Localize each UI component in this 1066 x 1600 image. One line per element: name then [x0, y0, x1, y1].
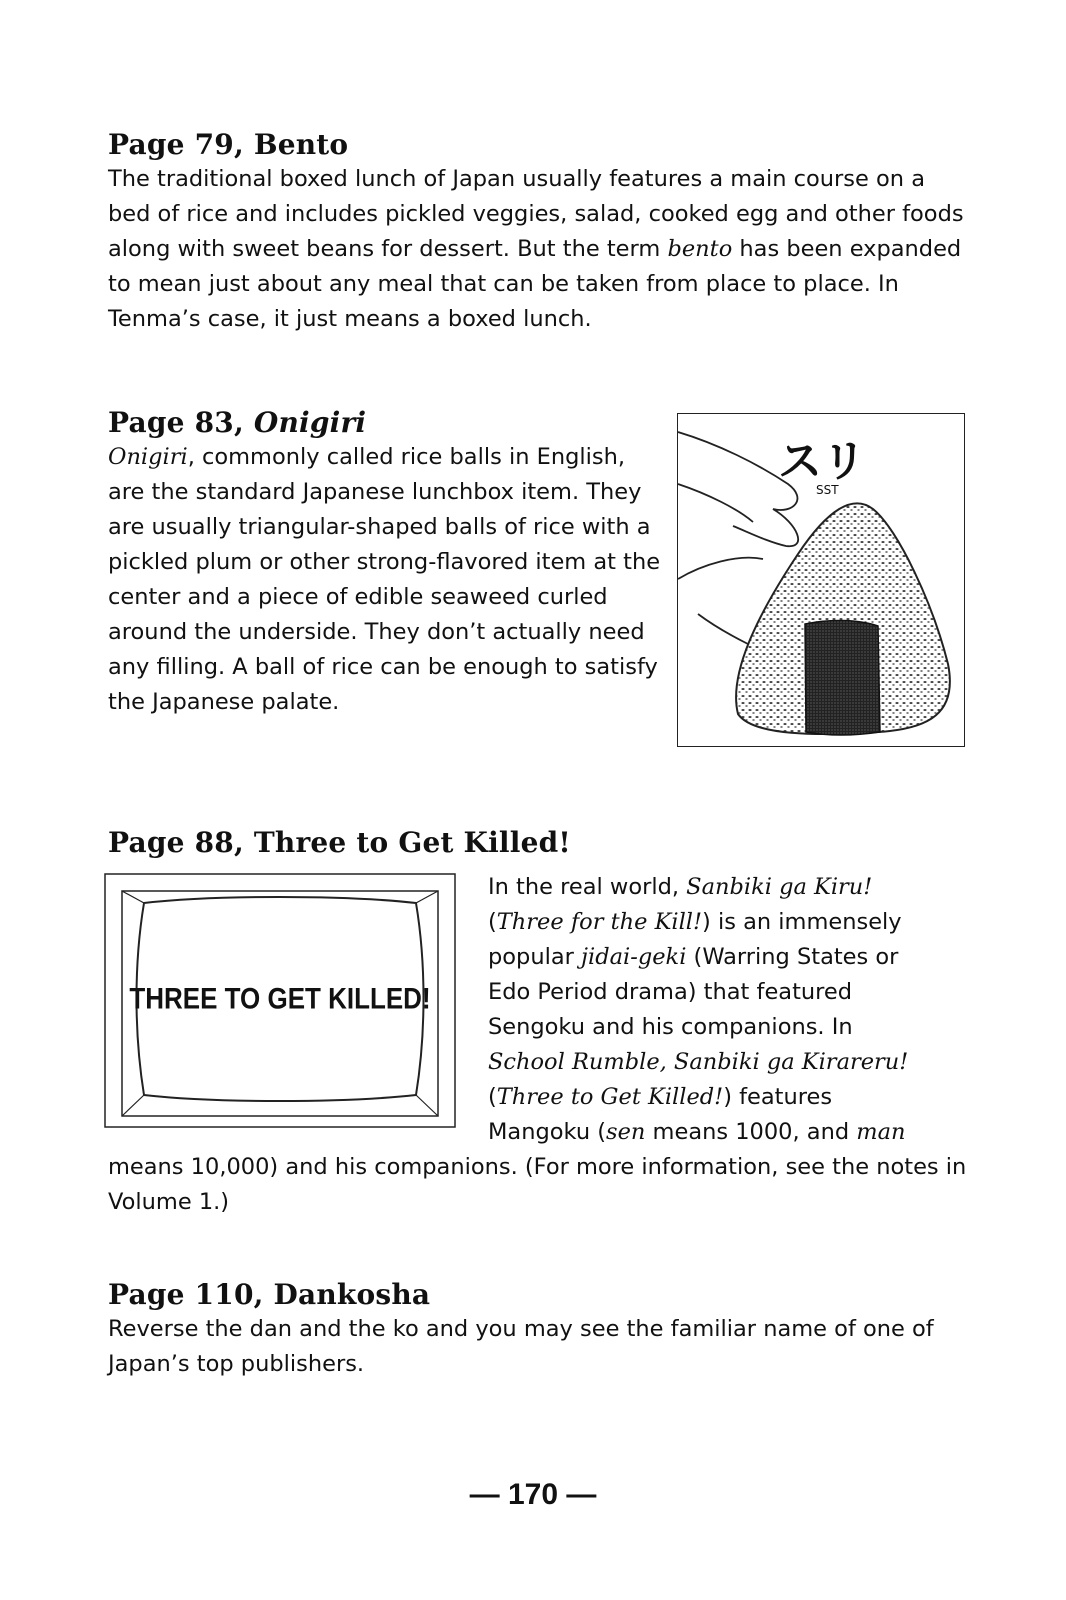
- paragraph-onigiri: [108, 440, 668, 720]
- bento-term: bento: [667, 236, 733, 262]
- nori-seaweed: [805, 620, 880, 735]
- onigiri-illustration: [677, 413, 965, 747]
- heading-dankosha: Page 110, Dankosha: [108, 1278, 431, 1311]
- bento-text-2: has been expanded to mean just about any meal that can be taken from place to place. In Tenma’s case, it just means a boxed lunch.: [108, 236, 962, 332]
- three-line-7-ital: Three to Get Killed!: [496, 1084, 724, 1110]
- paragraph-bento: [108, 162, 968, 337]
- three-line-3-a: popular: [488, 944, 582, 970]
- heading-bento: Page 79, Bento: [108, 128, 349, 161]
- three-line-2-ital: Three for the Kill!: [496, 909, 703, 935]
- three-line-7-a: (: [488, 1084, 497, 1110]
- tv-drawing: [104, 873, 456, 1128]
- three-line-8-ital2: man: [856, 1119, 906, 1145]
- hand-line-2: [678, 558, 763, 579]
- tv-illustration: [104, 873, 456, 1128]
- three-line-6-ital: School Rumble, Sanbiki ga Kirareru!: [488, 1049, 909, 1075]
- heading-three: Page 88, Three to Get Killed!: [108, 826, 571, 859]
- three-line-2-b: ) is an immensely: [702, 909, 902, 935]
- three-line-8: [488, 1115, 968, 1150]
- sfx-main: スリ: [778, 436, 866, 487]
- three-line-3-b: (Warring States or: [686, 944, 899, 970]
- section-dankosha: [108, 1278, 968, 1382]
- hand-line-1: [678, 484, 753, 522]
- three-line-8-b: means 1000, and: [645, 1119, 857, 1145]
- page-number: — 170 —: [469, 1478, 597, 1511]
- three-line-7-b: ) features: [723, 1084, 833, 1110]
- three-line-7: [488, 1080, 968, 1115]
- onigiri-drawing: [678, 414, 965, 747]
- heading-onigiri-term: Onigiri: [253, 406, 367, 439]
- sfx-translation: SST: [816, 483, 839, 497]
- onigiri-text: , commonly called rice balls in English, are the standard Japanese lunchbox item. They are usually triangular-shaped balls of rice with a pickled plum or other strong-flavored item at the center and a piece of edible seaweed curled around the underside. They don’t actually need any filling. A ball of rice can be enough to satisfy the Japanese palate.: [108, 444, 661, 715]
- tv-caption: THREE TO GET KILLED!: [129, 982, 431, 1016]
- three-line-2-a: (: [488, 909, 497, 935]
- three-line-1-ital: Sanbiki ga Kiru!: [686, 874, 873, 900]
- paragraph-dankosha: Reverse the dan and the ko and you may see the familiar name of one of Japan’s top publishers.: [108, 1316, 934, 1377]
- heading-onigiri-prefix: Page 83,: [108, 406, 254, 439]
- heading-onigiri: [108, 406, 668, 440]
- three-line-3-ital: jidai-geki: [581, 944, 687, 970]
- three-line-6: [488, 1045, 968, 1080]
- three-line-3: [488, 940, 968, 975]
- hand-line-3: [698, 614, 748, 644]
- three-line-1: [488, 870, 968, 905]
- bento-text-1: The traditional boxed lunch of Japan usually features a main course on a bed of rice and includes pickled veggies, salad, cooked egg and other foods along with sweet beans for dessert. But the term: [108, 166, 964, 262]
- three-full-lines: means 10,000) and his companions. (For more information, see the notes in Volume 1.): [108, 1154, 967, 1215]
- three-line-2: [488, 905, 968, 940]
- section-onigiri: [108, 406, 668, 720]
- three-line-1-a: In the real world,: [488, 874, 687, 900]
- three-wrapped-lines: [488, 870, 968, 1150]
- three-line-8-ital: sen: [606, 1119, 646, 1145]
- three-line-5: Sengoku and his companions. In: [488, 1014, 853, 1040]
- three-line-4: Edo Period drama) that featured: [488, 979, 853, 1005]
- section-bento: [108, 128, 968, 337]
- three-line-8-a: Mangoku (: [488, 1119, 607, 1145]
- onigiri-term: Onigiri: [108, 444, 188, 470]
